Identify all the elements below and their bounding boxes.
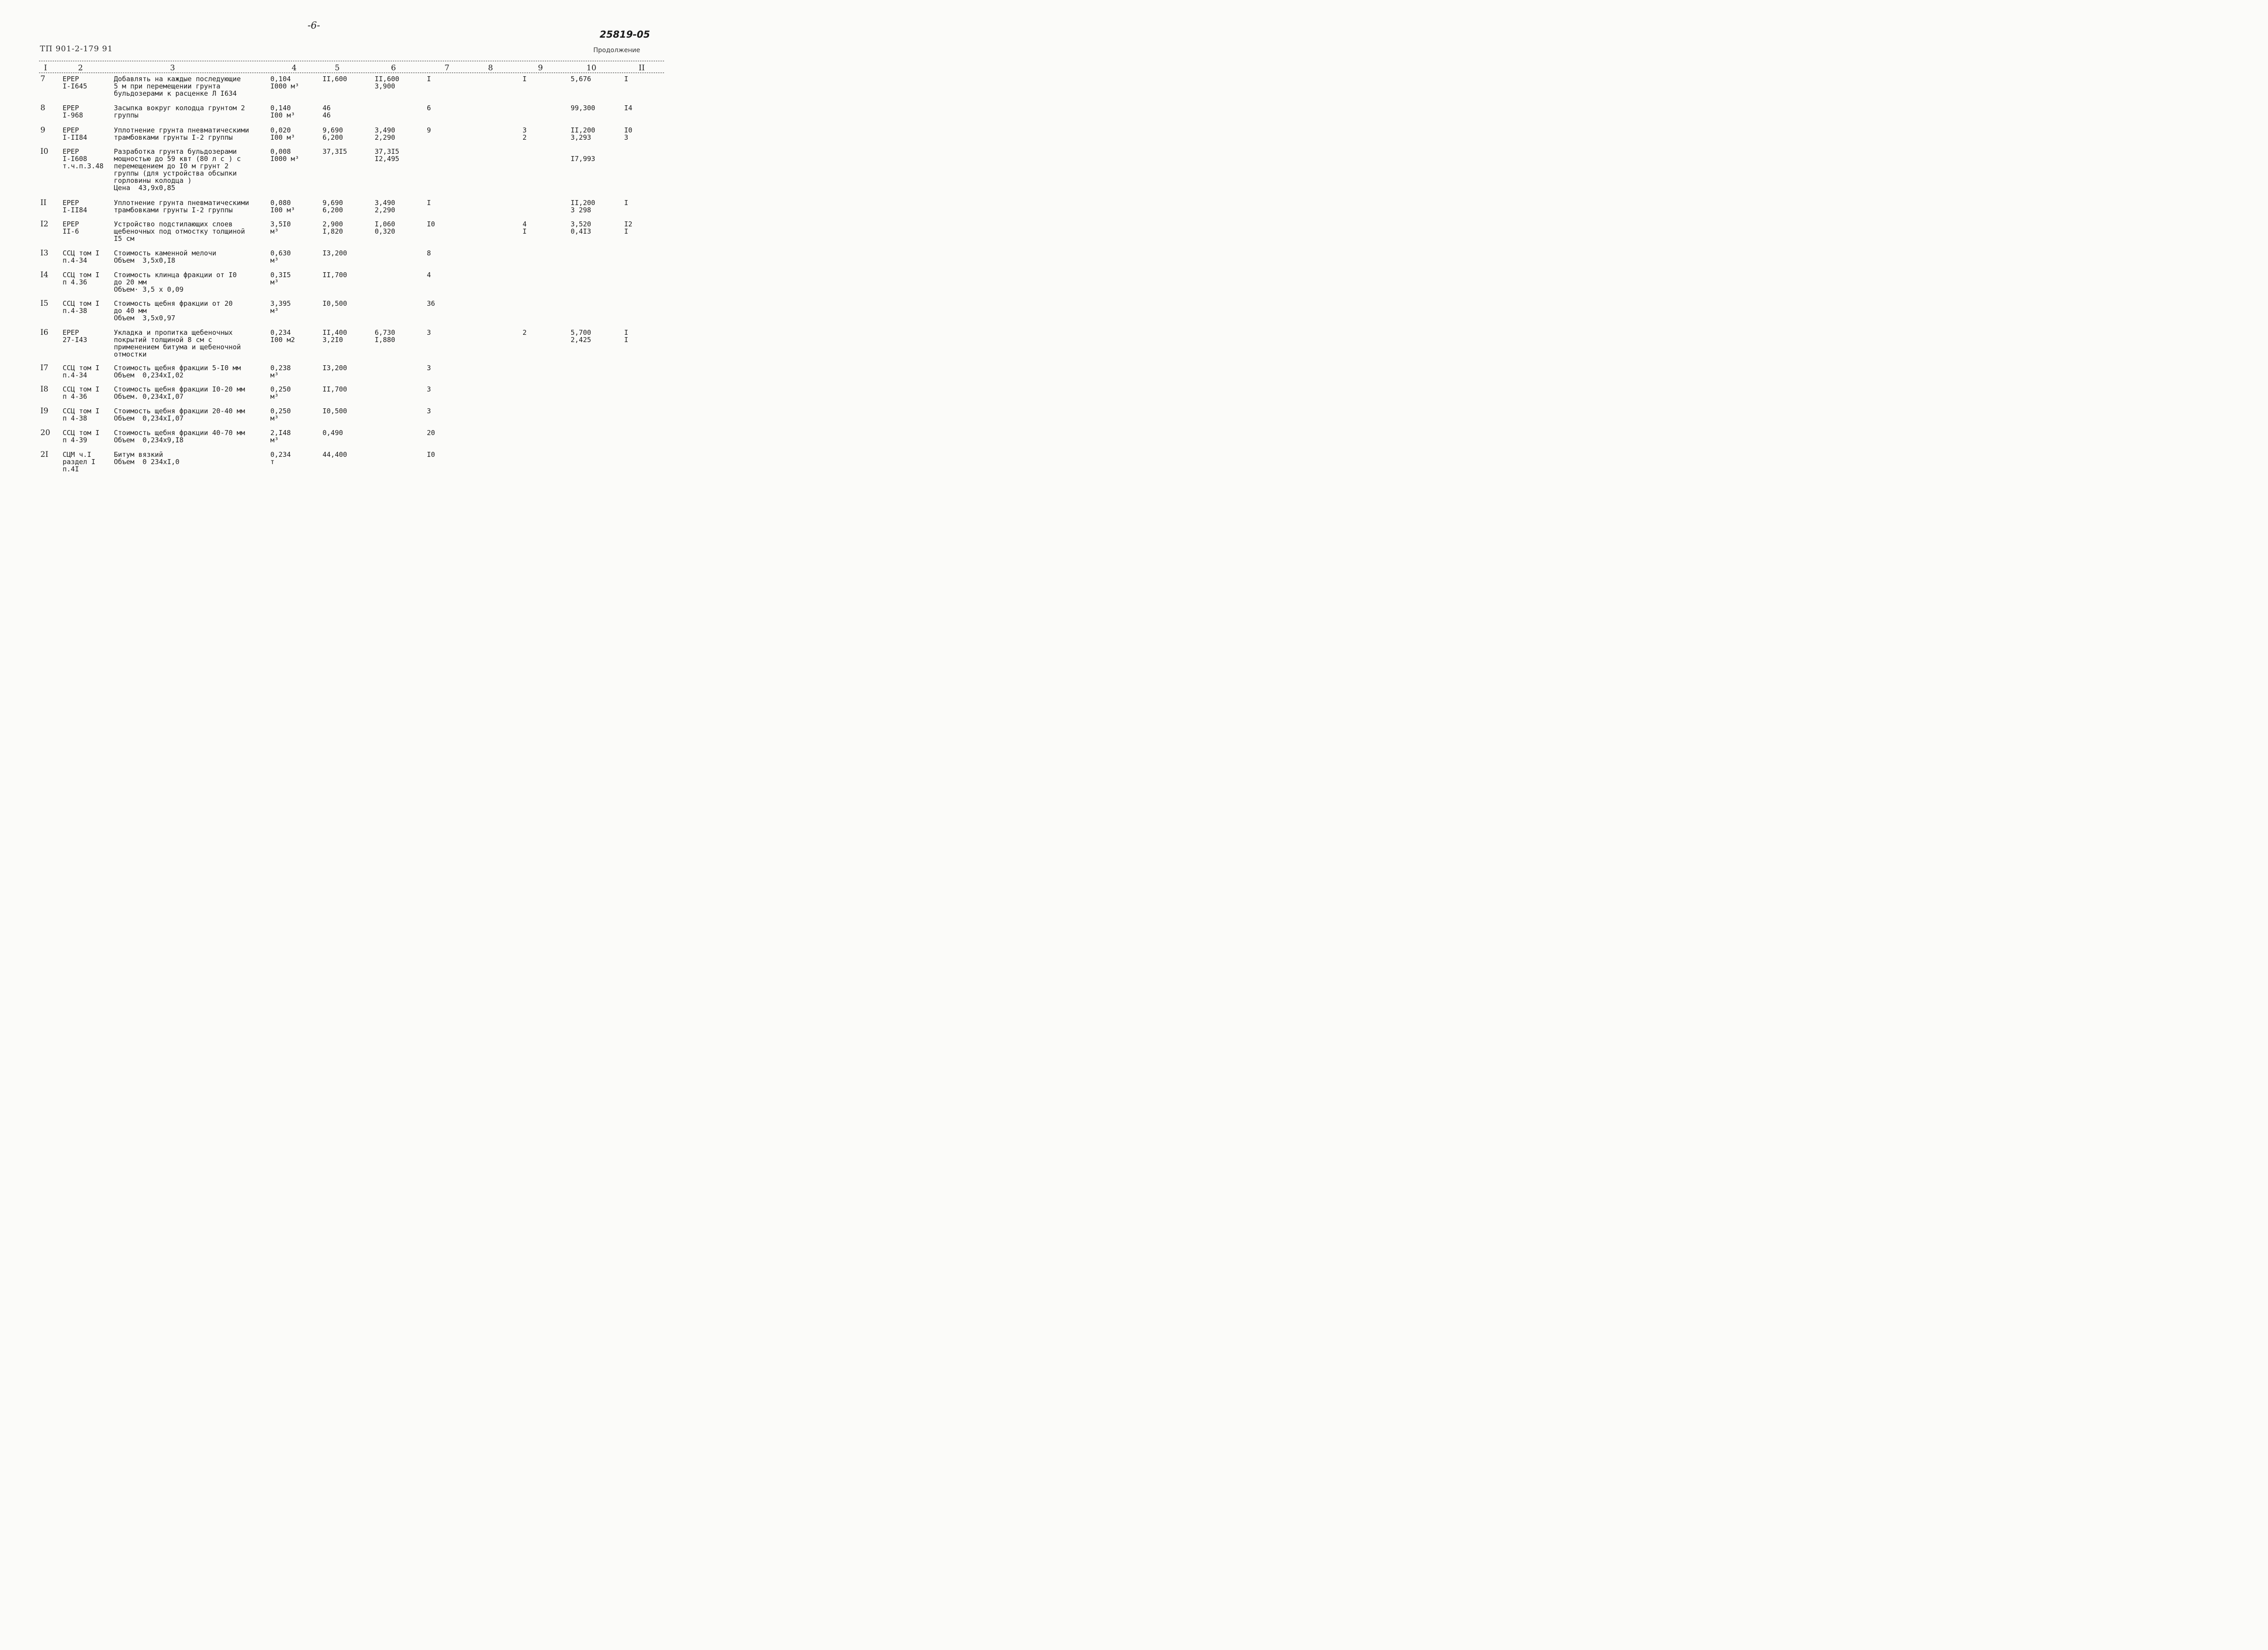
row-col7: 36 [427,299,435,308]
row-number: I9 [40,406,49,416]
row-description: Стоимость щебня фракции 40-70 мм Объем 0,234х9,I8 [114,429,245,444]
row-col10: 3,520 0,4I3 [571,220,591,235]
row-col7: I [427,199,431,207]
row-quantity: 0,250 м³ [270,407,291,422]
row-col9: 2 [523,328,527,337]
row-col11: I [624,199,629,207]
column-header: 4 [292,64,297,73]
row-col7: 9 [427,126,431,134]
row-number: I8 [40,385,49,394]
row-col5: II,700 [323,271,347,279]
row-description: Стоимость щебня фракции 5-I0 мм Объем 0,234хI,02 [114,364,241,379]
row-col7: 3 [427,385,431,393]
row-description: Укладка и пропитка щебеночных покрытий толщиной 8 см с применением битума и щебеночной отмостки [114,328,241,358]
row-quantity: 0,630 м³ [270,249,291,264]
row-col5: I3,200 [323,364,347,372]
column-header: 5 [335,64,340,73]
row-quantity: 3,395 м³ [270,299,291,315]
row-col5: I0,500 [323,299,347,308]
document-number: 25819-05 [600,29,650,40]
row-number: 9 [40,126,45,135]
row-col10: II,200 3,293 [571,126,596,142]
row-number: 8 [40,103,45,113]
row-code: ССЦ том I п 4-38 [63,407,100,422]
row-quantity: 0,3I5 м³ [270,271,291,286]
row-col5: 9,690 6,200 [323,199,343,214]
row-col9: 3 2 [523,126,527,142]
row-code: СЦМ ч.I раздел I п.4I [63,450,96,473]
column-header: I [44,64,47,73]
row-description: Стоимость щебня фракции I0-20 мм Объем. 0,234хI,07 [114,385,245,401]
row-col5: I3,200 [323,249,347,257]
row-description: Засыпка вокруг колодца грунтом 2 группы [114,104,245,119]
row-col5: 44,400 [323,450,347,459]
row-col7: I0 [427,450,435,459]
row-number: 20 [40,428,50,437]
row-description: Уплотнение грунта пневматическими трамбовками грунты I-2 группы [114,199,249,214]
column-header: 10 [587,64,596,73]
row-col7: I0 [427,220,435,228]
row-col11: I4 [624,104,633,112]
row-number: II [40,198,47,207]
column-header: 8 [488,64,493,73]
row-col5: 0,490 [323,429,343,437]
row-code: ЕРЕР I-I645 [63,75,88,90]
row-col5: 46 46 [323,104,331,119]
row-col9: I [523,75,527,83]
row-code: ССЦ том I п.4-38 [63,299,100,315]
row-code: ЕРЕР 27-I43 [63,328,88,344]
row-col10: 5,676 [571,75,591,83]
column-header: 7 [445,64,450,73]
row-col9: 4 I [523,220,527,235]
row-col11: I [624,75,629,83]
row-code: ЕРЕР II-6 [63,220,79,235]
row-description: Стоимость щебня фракции 20-40 мм Объем 0,234хI,07 [114,407,245,422]
row-description: Битум вязкий Объем 0 234хI,0 [114,450,180,466]
row-quantity: 0,020 I00 м³ [270,126,295,142]
column-header: II [639,64,645,73]
row-number: I6 [40,328,49,337]
row-col5: I0,500 [323,407,347,415]
row-number: 7 [40,74,45,83]
row-description: Стоимость клинца фракции от I0 до 20 мм Объем· 3,5 х 0,09 [114,271,237,294]
row-col6: II,600 3,900 [375,75,400,90]
row-description: Добавлять на каждые последующие 5 м при перемещении грунта бульдозерами к расценке Л I634 [114,75,241,98]
row-quantity: 2,I48 м³ [270,429,291,444]
row-description: Устройство подстилающих слоев щебеночных под отмостку толщиной I5 см [114,220,245,243]
row-code: ССЦ том I п 4-39 [63,429,100,444]
column-header: 2 [78,64,83,73]
row-col5: II,700 [323,385,347,393]
row-code: ЕРЕР I-I608 т.ч.п.3.48 [63,147,104,170]
row-code: ССЦ том I п.4-34 [63,249,100,264]
row-quantity: 0,080 I00 м³ [270,199,295,214]
row-col7: 4 [427,271,431,279]
continuation-label: Продолжение [593,47,640,54]
row-col5: II,400 3,2I0 [323,328,347,344]
row-quantity: 3,5I0 м³ [270,220,291,235]
row-col10: 5,700 2,425 [571,328,591,344]
row-col7: 3 [427,328,431,337]
row-description: Стоимость каменной мелочи Объем 3,5х0,I8 [114,249,216,264]
row-number: I4 [40,270,49,279]
row-code: ССЦ том I п 4.36 [63,271,100,286]
row-col7: 20 [427,429,435,437]
row-code: ССЦ том I п.4-34 [63,364,100,379]
row-description: Разработка грунта бульдозерами мощностью до 59 квт (80 л с ) с перемещением до I0 м грунт 2 группы (для устройства обсыпки горловины колодца ) Цена 43,9х0,85 [114,147,241,192]
row-col6: 3,490 2,290 [375,199,396,214]
row-code: ССЦ том I п 4-36 [63,385,100,401]
row-col6: 6,730 I,880 [375,328,396,344]
row-quantity: 0,238 м³ [270,364,291,379]
row-description: Стоимость щебня фракции от 20 до 40 мм Объем 3,5х0,97 [114,299,233,322]
row-quantity: 0,234 т [270,450,291,466]
column-header: 3 [170,64,175,73]
row-quantity: 0,008 I000 м³ [270,147,299,163]
row-number: I3 [40,249,49,258]
row-quantity: 0,234 I00 м2 [270,328,295,344]
row-col11: I0 3 [624,126,633,142]
row-number: I5 [40,299,49,308]
row-number: I7 [40,363,49,372]
row-code: ЕРЕР I-968 [63,104,83,119]
row-col10: II,200 3 298 [571,199,596,214]
row-col7: 3 [427,364,431,372]
page-number: -6- [308,20,320,31]
row-quantity: 0,140 I00 м³ [270,104,295,119]
row-code: ЕРЕР I-II84 [63,199,88,214]
row-code: ЕРЕР I-II84 [63,126,88,142]
row-col10: I7,993 [571,155,596,163]
row-number: I2 [40,220,49,229]
row-col5: 37,3I5 [323,147,347,156]
row-col5: II,600 [323,75,347,83]
row-col10: 99,300 [571,104,596,112]
row-col11: I2 I [624,220,633,235]
row-col7: 3 [427,407,431,415]
document-code: ТП 901-2-179 91 [40,44,113,54]
row-col6: 3,490 2,290 [375,126,396,142]
row-quantity: 0,104 I000 м³ [270,75,299,90]
row-number: 2I [40,450,49,459]
row-number: I0 [40,147,49,156]
row-col7: 6 [427,104,431,112]
row-col7: I [427,75,431,83]
column-header: 9 [538,64,543,73]
row-quantity: 0,250 м³ [270,385,291,401]
row-col6: 37,3I5 I2,495 [375,147,400,163]
row-col5: 2,900 I,820 [323,220,343,235]
row-col6: I,060 0,320 [375,220,396,235]
row-col7: 8 [427,249,431,257]
column-header: 6 [391,64,396,73]
row-col11: I I [624,328,629,344]
row-description: Уплотнение грунта пневматическими трамбовками грунты I-2 группы [114,126,249,142]
row-col5: 9,690 6,200 [323,126,343,142]
